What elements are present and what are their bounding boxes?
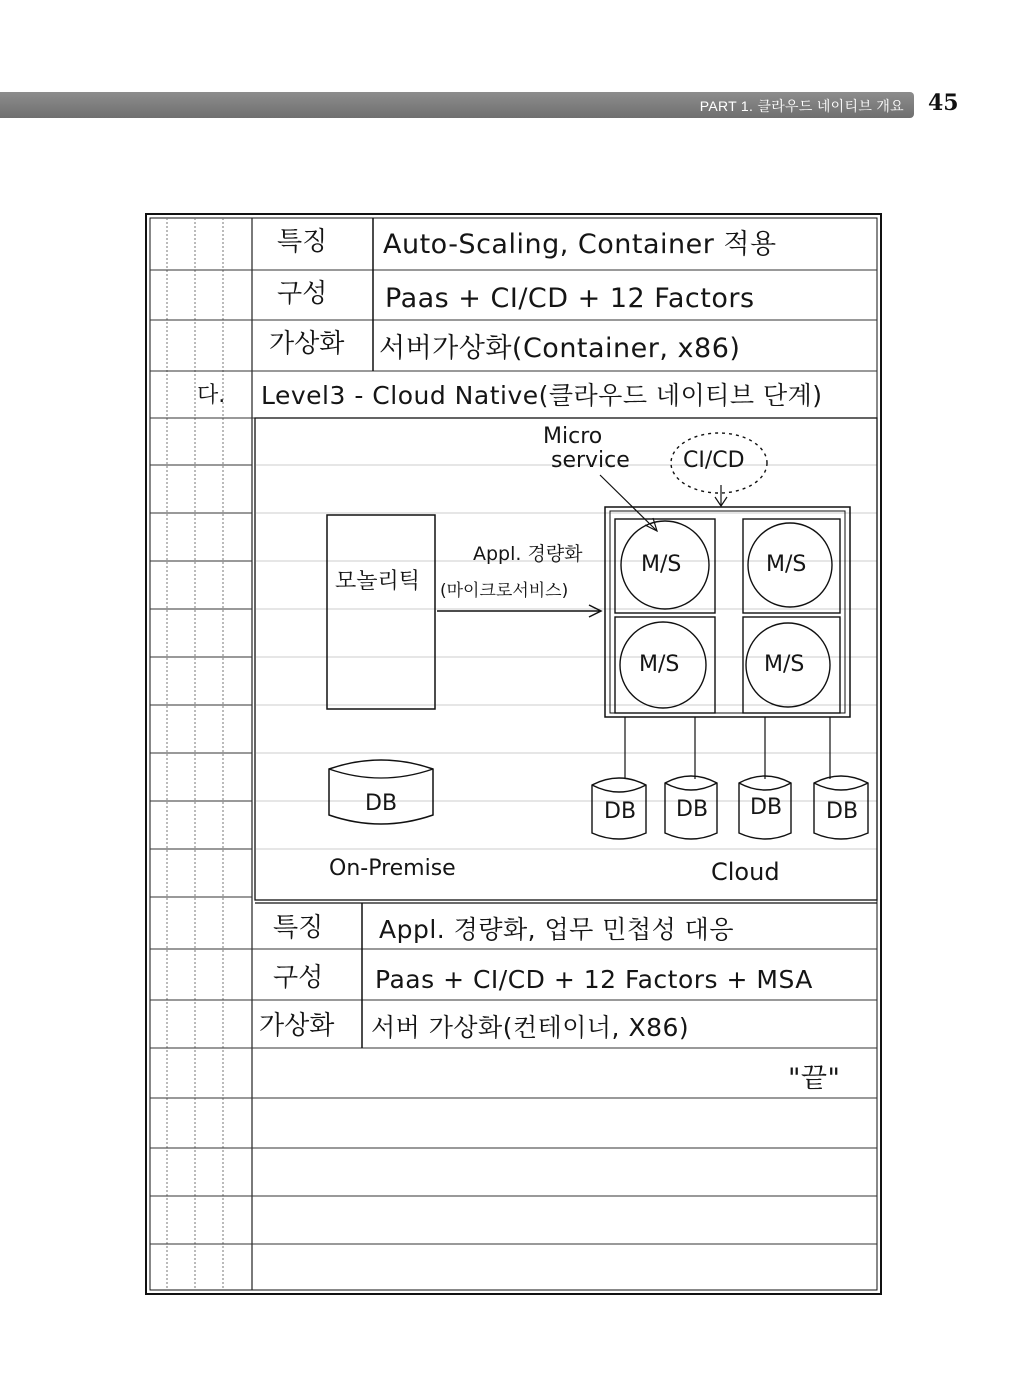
db-label-cloud: DB <box>676 797 709 822</box>
service-label: service <box>551 448 630 473</box>
row-value: Paas + CI/CD + 12 Factors + MSA <box>375 965 813 994</box>
section-marker: 다. <box>197 383 226 408</box>
ms-label: M/S <box>766 552 807 577</box>
running-title: PART 1. 클라우드 네이티브 개요 <box>699 98 904 114</box>
row-key: 구성 <box>273 963 324 993</box>
ms-label: M/S <box>639 652 680 677</box>
db-label-cloud: DB <box>604 799 637 824</box>
row-value: Paas + CI/CD + 12 Factors <box>385 283 755 314</box>
row-key: 가상화 <box>269 329 345 359</box>
sheet-lines <box>145 213 882 1295</box>
onprem-caption: On-Premise <box>329 856 456 881</box>
cicd-label: CI/CD <box>683 448 745 473</box>
notebook-sheet <box>145 213 882 1295</box>
micro-label: Micro <box>543 424 603 449</box>
row-key: 구성 <box>277 279 328 309</box>
row-value: Appl. 경량화, 업무 민첩성 대응 <box>379 915 734 944</box>
ms-label: M/S <box>641 552 682 577</box>
db-label-cloud: DB <box>750 795 783 820</box>
row-key: 특징 <box>277 227 328 257</box>
ms-label: M/S <box>764 652 805 677</box>
page-number: 45 <box>928 90 959 116</box>
db-label-cloud: DB <box>826 799 859 824</box>
header-bar <box>0 92 914 118</box>
arrow-label: Appl. 경량화 <box>473 543 583 565</box>
cloud-caption: Cloud <box>711 858 780 886</box>
row-key: 가상화 <box>259 1011 335 1041</box>
row-key: 특징 <box>273 913 324 943</box>
section-heading: Level3 - Cloud Native(클라우드 네이티브 단계) <box>261 381 823 410</box>
arrow-label-sub: (마이크로서비스) <box>440 581 569 601</box>
row-value: 서버가상화(Container, x86) <box>379 333 741 364</box>
end-mark: "끝" <box>788 1063 841 1094</box>
db-label-onprem: DB <box>365 791 398 816</box>
row-value: Auto-Scaling, Container 적용 <box>383 229 777 260</box>
row-value: 서버 가상화(컨테이너, X86) <box>371 1013 690 1042</box>
monolith-label: 모놀리틱 <box>335 569 421 594</box>
